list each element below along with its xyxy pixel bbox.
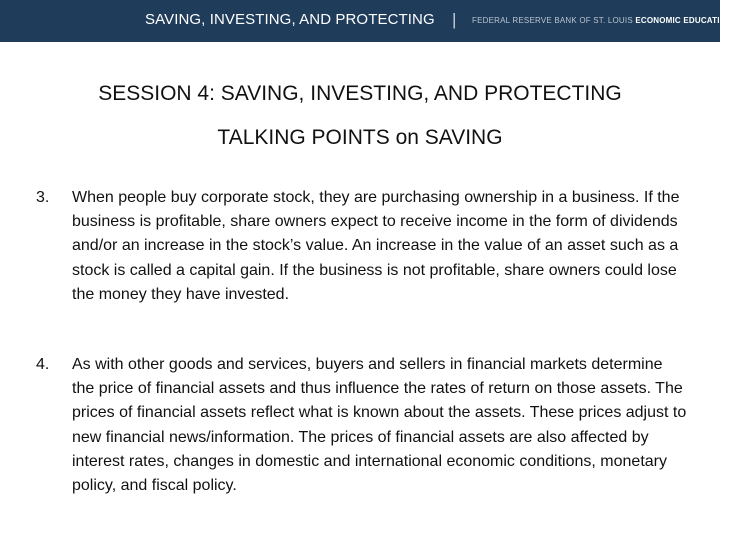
section-title: TALKING POINTS on SAVING xyxy=(217,126,503,149)
organization-name xyxy=(472,16,732,25)
point-text: When people buy corporate stock, they are purchasing ownership in a business. If the business is profitable, share owners expect to receive income in the form of dividends and/or an increase in the stock’s value. An increase in the value of an asset such as a stock is called a capital gain. If the business is not profitable, share owners could lose the money they have invested. xyxy=(72,189,680,303)
point-text: As with other goods and services, buyers and sellers in financial markets determine the price of financial assets and thus influence the rates of return on those assets. The prices of financial assets reflect what is known about the assets. These prices adjust to new financial news/information. The prices of financial assets are also affected by interest rates, changes in domestic and international economic conditions, monetary policy, and fiscal policy. xyxy=(72,356,687,495)
point-number: 3. xyxy=(36,189,50,206)
point-number: 4. xyxy=(36,356,50,373)
header-separator: | xyxy=(452,10,457,29)
organization-name-light: FEDERAL RESERVE BANK OF ST. LOUIS xyxy=(472,16,633,25)
session-title: SESSION 4: SAVING, INVESTING, AND PROTECTING xyxy=(98,82,622,105)
organization-name-bold: ECONOMIC EDUCATION xyxy=(635,16,732,25)
header-bar xyxy=(0,0,732,42)
header-title: SAVING, INVESTING, AND PROTECTING xyxy=(145,11,435,28)
